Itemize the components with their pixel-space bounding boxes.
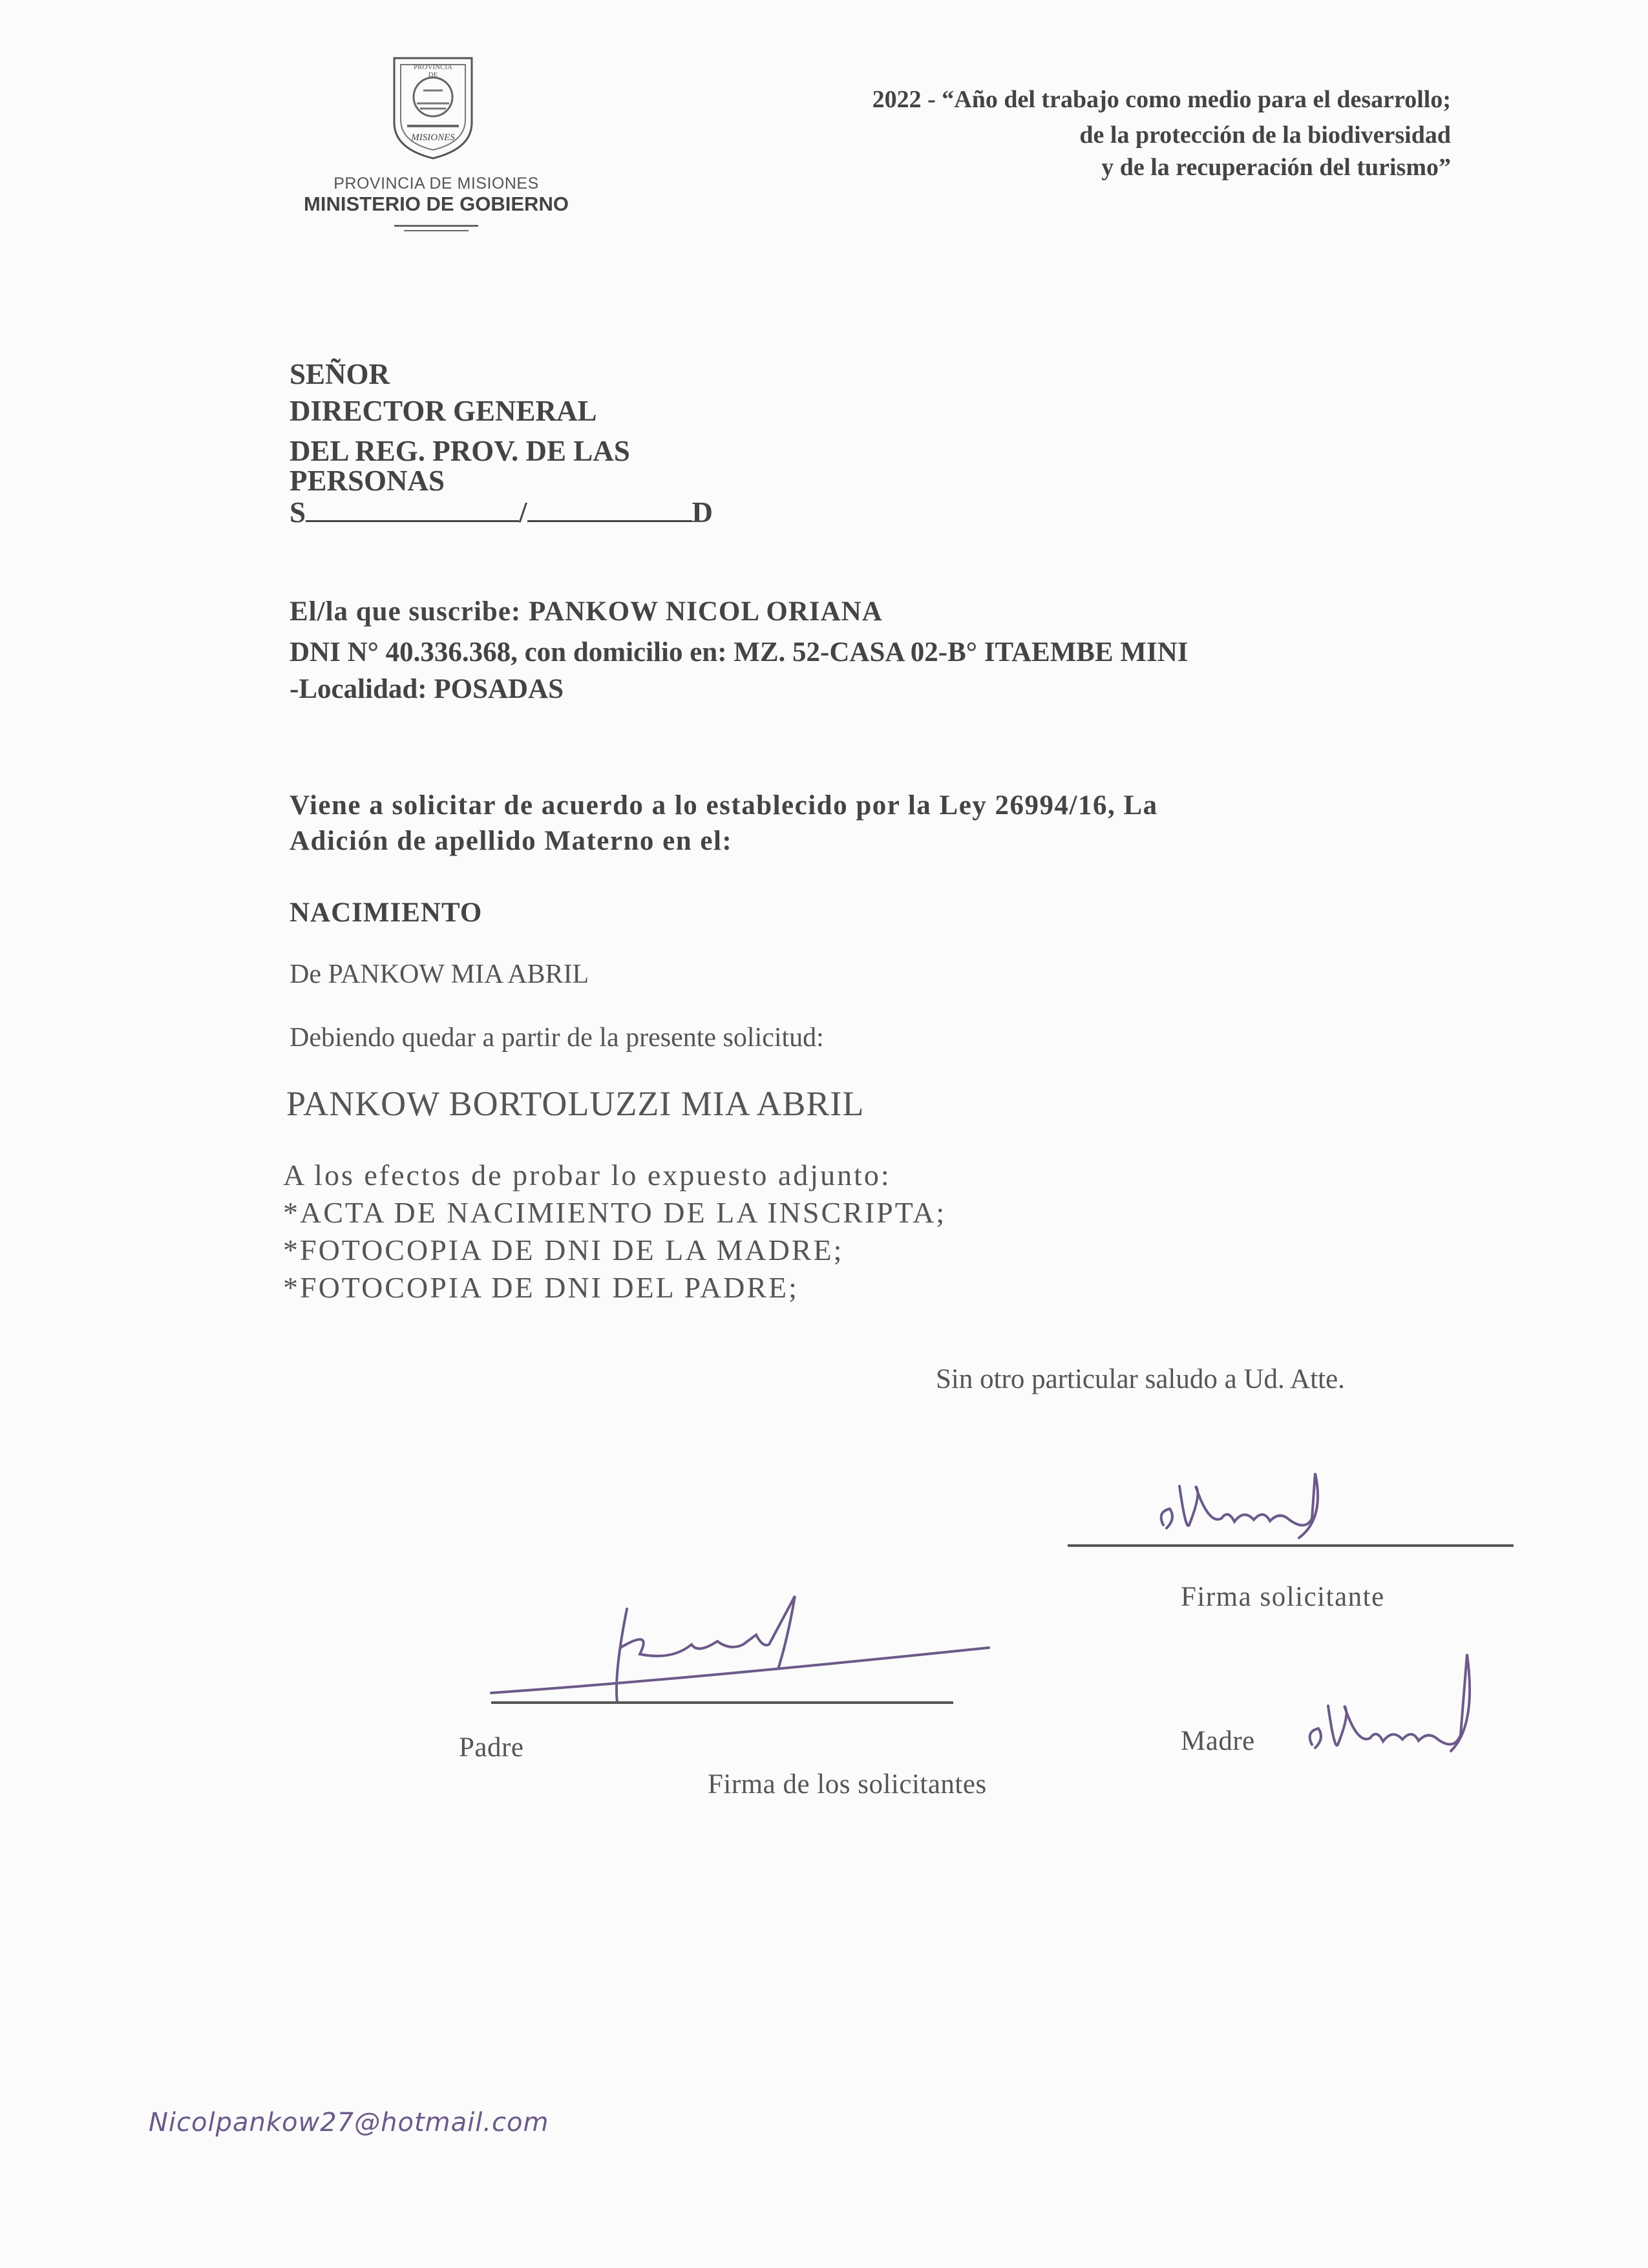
ministry-divider xyxy=(394,225,478,227)
resulting-name: PANKOW BORTOLUZZI MIA ABRIL xyxy=(286,1084,865,1123)
seal-top-text: PROVINCIA DE xyxy=(414,63,452,79)
record-type: NACIMIENTO xyxy=(290,898,483,928)
annex-list xyxy=(283,1157,946,1307)
resulting-name-intro: Debiendo quedar a partir de la presente solicitud: xyxy=(290,1023,824,1053)
handwritten-email-text: Nicolpankow27@hotmail.com xyxy=(149,2108,549,2137)
father-signature-label: Padre xyxy=(459,1732,524,1763)
applicant-signature xyxy=(1150,1447,1383,1560)
applicant-dni-address-line: DNI N° 40.336.368, con domicilio en: MZ. 52-CASA 02-B° ITAEMBE MINI xyxy=(290,637,1188,667)
request-line-2: Adición de apellido Materno en el: xyxy=(290,826,733,856)
province-name: PROVINCIA DE MISIONES xyxy=(333,174,539,193)
sd-blank-2 xyxy=(527,497,692,522)
salutation-sd xyxy=(290,496,713,529)
addressee-line-2: DIRECTOR GENERAL xyxy=(290,395,597,427)
annex-item: *ACTA DE NACIMIENTO DE LA INSCRIPTA; xyxy=(283,1196,947,1229)
annex-item: *FOTOCOPIA DE DNI DEL PADRE; xyxy=(283,1271,799,1304)
handwritten-email xyxy=(149,2108,549,2137)
addressee-line-1: SEÑOR xyxy=(290,358,390,390)
joint-signature-label: Firma de los solicitantes xyxy=(708,1769,987,1800)
motto-line-2: de la protección de la biodiversidad xyxy=(1079,121,1451,149)
annex-intro: A los efectos de probar lo expuesto adjunto: xyxy=(283,1159,891,1192)
mother-signature-label: Madre xyxy=(1181,1726,1255,1756)
ministry-divider-secondary xyxy=(404,230,469,231)
annex-item: *FOTOCOPIA DE DNI DE LA MADRE; xyxy=(283,1234,844,1266)
sd-prefix: S xyxy=(290,496,306,529)
ministry-name: MINISTERIO DE GOBIERNO xyxy=(304,193,569,215)
seal-bottom-text: MISIONES xyxy=(411,132,455,143)
motto-line-1: 2022 - “Año del trabajo como medio para el desarrollo; xyxy=(872,86,1451,113)
current-name: De PANKOW MIA ABRIL xyxy=(290,960,589,989)
father-signature-line xyxy=(491,1701,953,1704)
motto-line-3: y de la recuperación del turismo” xyxy=(1101,154,1451,181)
addressee-line-3: DEL REG. PROV. DE LAS xyxy=(290,435,630,467)
applicant-locality-line: -Localidad: POSADAS xyxy=(290,674,564,704)
applicant-signature-line xyxy=(1068,1544,1514,1547)
closing-salutation: Sin otro particular saludo a Ud. Atte. xyxy=(936,1364,1345,1394)
sd-separator: / xyxy=(519,496,527,529)
sd-blank-1 xyxy=(306,497,519,522)
province-seal-icon xyxy=(381,52,485,162)
mother-signature xyxy=(1299,1648,1512,1774)
applicant-name-line: El/la que suscribe: PANKOW NICOL ORIANA xyxy=(290,596,883,627)
applicant-signature-label: Firma solicitante xyxy=(1181,1582,1385,1612)
request-line-1: Viene a solicitar de acuerdo a lo establecido por la Ley 26994/16, La xyxy=(290,790,1158,821)
father-signature xyxy=(485,1583,1002,1728)
sd-suffix: D xyxy=(692,496,713,529)
addressee-line-4: PERSONAS xyxy=(290,465,445,497)
